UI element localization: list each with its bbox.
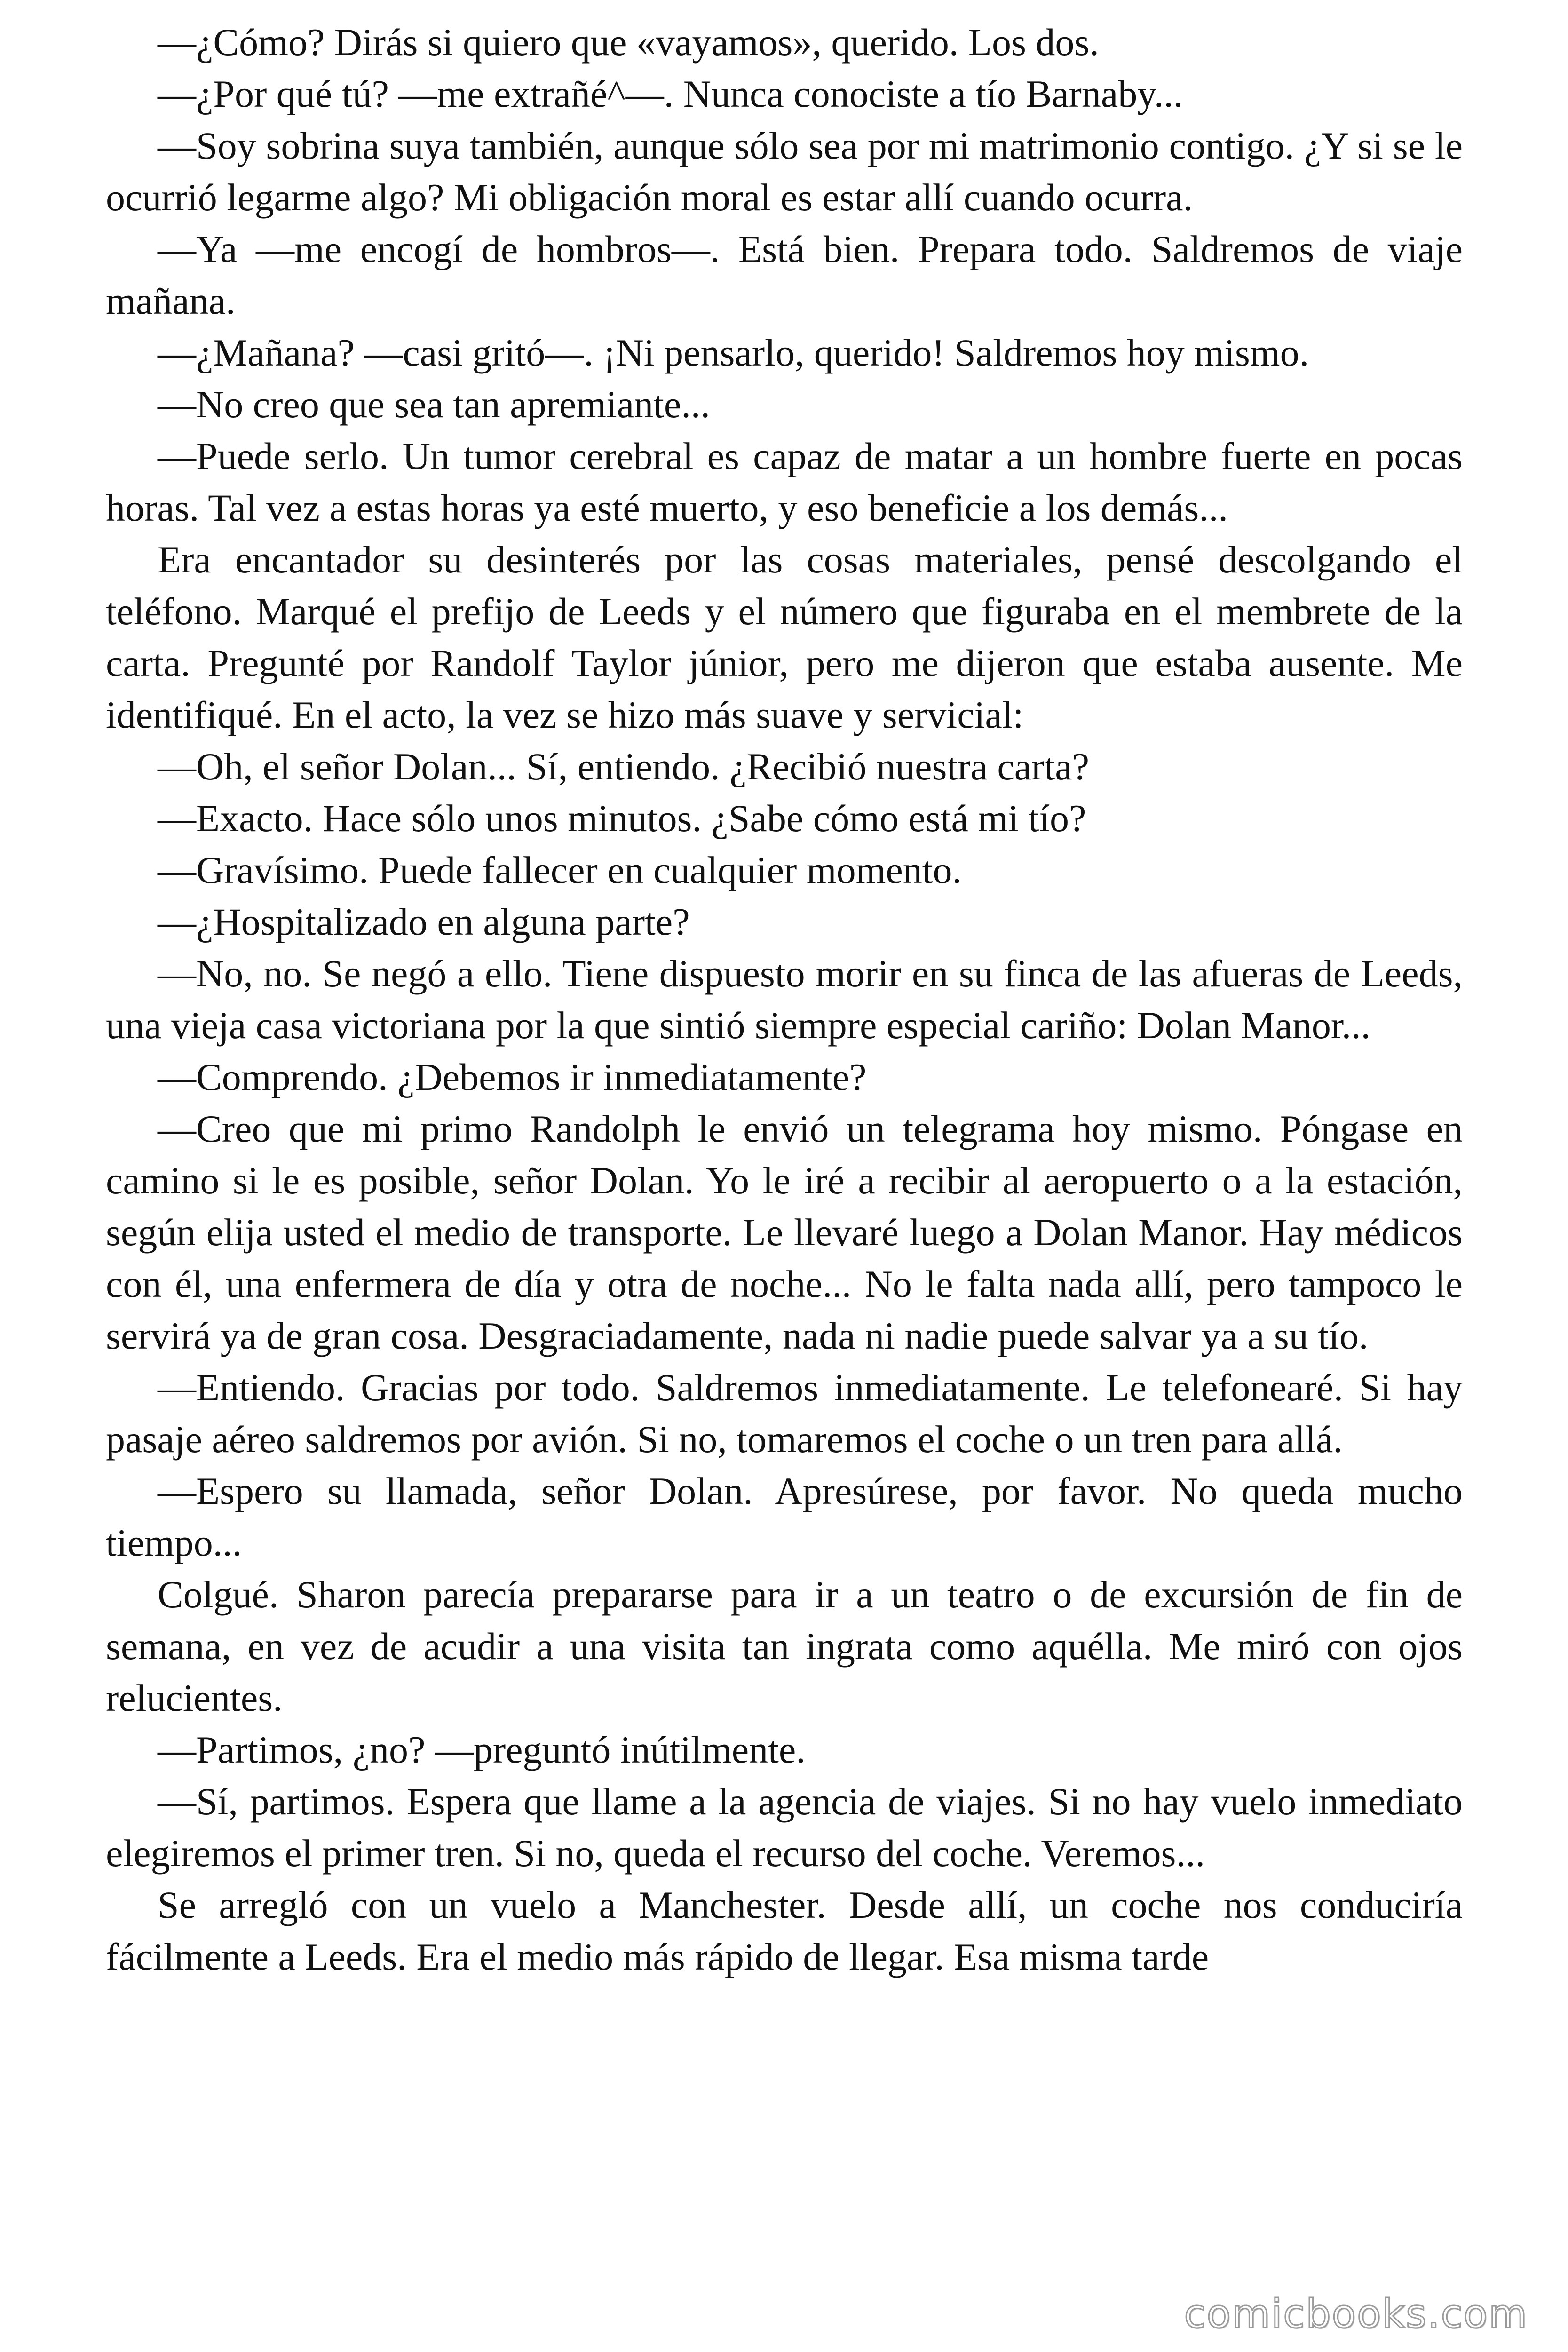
paragraph: —Creo que mi primo Randolph le envió un telegrama hoy mismo. Póngase en camino si le es posible, señor Dolan. Yo le iré a recibir al aeropuerto o a la estación, según elija usted el medio de transporte. Le llevaré luego a Dolan Manor. Hay médicos con él, una enfermera de día y otra de noche... No le falta nada allí, pero tampoco le servirá ya de gran cosa. Desgraciadamente, nada ni nadie puede salvar ya a su tío.	[106, 1107, 1463, 1357]
paragraph: —Ya —me encogí de hombros—. Está bien. Prepara todo. Saldremos de viaje mañana.	[106, 228, 1463, 322]
paragraph: —Exacto. Hace sólo unos minutos. ¿Sabe cómo está mi tío?	[158, 797, 1086, 840]
paragraph: —Entiendo. Gracias por todo. Saldremos inmediatamente. Le telefonearé. Si hay pasaje aéreo saldremos por avión. Si no, tomaremos el coche o un tren para allá.	[106, 1366, 1463, 1461]
paragraph: —Oh, el señor Dolan... Sí, entiendo. ¿Recibió nuestra carta?	[158, 745, 1090, 788]
paragraph: —Comprendo. ¿Debemos ir inmediatamente?	[158, 1056, 867, 1098]
paragraph: Era encantador su desinterés por las cosas materiales, pensé descolgando el teléfono. Marqué el prefijo de Leeds y el número que figuraba en el membrete de la carta. Pregunté por Randolf Taylor júnior, pero me dijeron que estaba ausente. Me identifiqué. En el acto, la vez se hizo más suave y servicial:	[106, 538, 1463, 736]
paragraph: Colgué. Sharon parecía prepararse para ir a un teatro o de excursión de fin de semana, en vez de acudir a una visita tan ingrata como aquélla. Me miró con ojos relucientes.	[106, 1573, 1463, 1719]
paragraph: —Soy sobrina suya también, aunque sólo sea por mi matrimonio contigo. ¿Y si se le ocurrió legarme algo? Mi obligación moral es estar allí cuando ocurra.	[106, 124, 1463, 219]
paragraph: —Gravísimo. Puede fallecer en cualquier momento.	[158, 849, 962, 891]
paragraph: —¿Hospitalizado en alguna parte?	[158, 900, 690, 943]
paragraph: —¿Mañana? —casi gritó—. ¡Ni pensarlo, querido! Saldremos hoy mismo.	[158, 331, 1309, 374]
paragraph: —¿Cómo? Dirás si quiero que «vayamos», querido. Los dos.	[158, 21, 1099, 64]
body-text	[106, 16, 1463, 1983]
watermark: comicbooks.com	[1184, 2291, 1528, 2337]
paragraph: —Espero su llamada, señor Dolan. Apresúrese, por favor. No queda mucho tiempo...	[106, 1470, 1463, 1564]
paragraph: —Puede serlo. Un tumor cerebral es capaz de matar a un hombre fuerte en pocas horas. Tal vez a estas horas ya esté muerto, y eso beneficie a los demás...	[106, 435, 1463, 529]
paragraph: —Partimos, ¿no? —preguntó inútilmente.	[158, 1728, 806, 1771]
paragraph: —No creo que sea tan apremiante...	[158, 383, 710, 426]
paragraph: —¿Por qué tú? —me extrañé^—. Nunca conociste a tío Barnaby...	[158, 72, 1183, 115]
paragraph: Se arregló con un vuelo a Manchester. Desde allí, un coche nos conduciría fácilmente a Leeds. Era el medio más rápido de llegar. Esa misma tarde	[106, 1883, 1463, 1978]
paragraph: —Sí, partimos. Espera que llame a la agencia de viajes. Si no hay vuelo inmediato elegiremos el primer tren. Si no, queda el recurso del coche. Veremos...	[106, 1780, 1463, 1875]
paragraph: —No, no. Se negó a ello. Tiene dispuesto morir en su finca de las afueras de Leeds, una vieja casa victoriana por la que sintió siempre especial cariño: Dolan Manor...	[106, 952, 1463, 1047]
